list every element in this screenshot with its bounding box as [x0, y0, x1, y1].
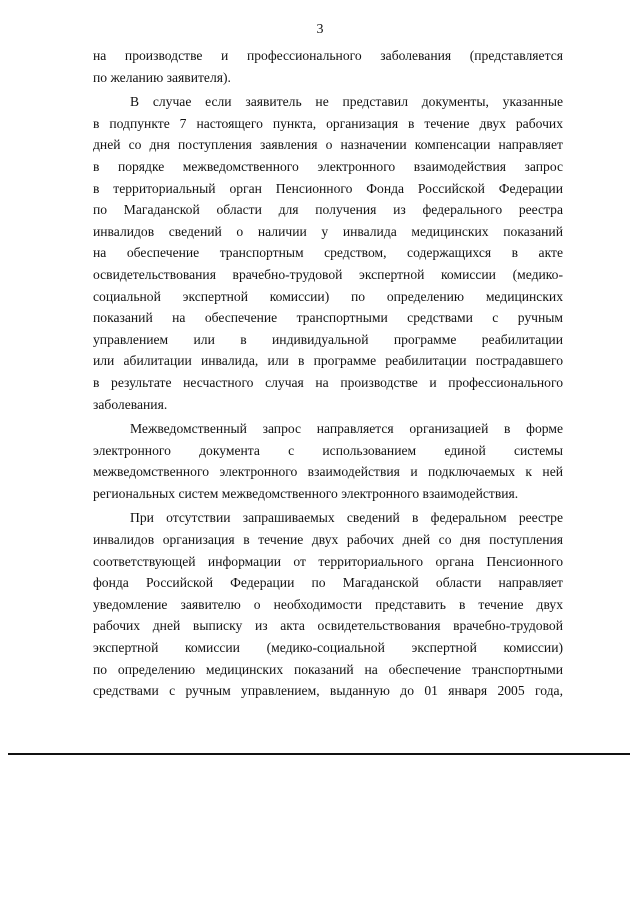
text-line: в подпункте 7 настоящего пункта, организация в течение двух рабочих [93, 115, 563, 131]
text-line: по определению медицинских показаний на обеспечение транспортными [93, 661, 563, 677]
text-line: в результате несчастного случая на производстве и профессионального [93, 374, 563, 390]
text-line: инвалидов организация в течение двух рабочих дней со дня поступления [93, 532, 563, 548]
text-line: средствами с ручным управлением, выданную до 01 января 2005 года, [93, 683, 563, 699]
text-line: электронного документа с использованием единой системы [93, 442, 563, 458]
text-line: рабочих дней выписку из акта освидетельствования врачебно-трудовой [93, 618, 563, 634]
text-line: В случае если заявитель не представил документы, указанные [130, 94, 563, 110]
text-line: При отсутствии запрашиваемых сведений в федеральном реестре [130, 510, 563, 526]
text-line: региональных систем межведомственного электронного взаимодействия. [93, 485, 519, 501]
paragraph-4 [93, 507, 563, 701]
text-line: инвалидов сведений о наличии у инвалида медицинских показаний [93, 223, 563, 239]
text-line: на производстве и профессионального заболевания (представляется [93, 48, 563, 63]
text-line: в территориальный орган Пенсионного Фонда Российской Федерации [93, 180, 563, 196]
paragraph-2 [93, 91, 563, 415]
text-line: по желанию заявителя). [93, 69, 231, 85]
text-line: фонда Российской Федерации по Магаданской области направляет [93, 575, 563, 591]
text-line: дней со дня поступления заявления о назначении компенсации направляет [93, 137, 563, 153]
text-line: соответствующей информации от территориального органа Пенсионного [93, 553, 563, 569]
text-line: социальной экспертной комиссии) по определению медицинских [93, 288, 563, 304]
page-number: 3 [316, 22, 324, 37]
text-line: в порядке межведомственного электронного взаимодействия запрос [93, 158, 563, 174]
text-line: уведомление заявителю о необходимости представить в течение двух [93, 596, 563, 612]
text-line: на обеспечение транспортным средством, содержащихся в акте [93, 245, 563, 261]
horizontal-rule [8, 753, 630, 755]
text-line: по Магаданской области для получения из федерального реестра [93, 202, 563, 218]
text-line: заболевания. [93, 396, 168, 412]
text-line: управлением или в индивидуальной программе реабилитации [93, 331, 563, 347]
text-line: освидетельствования врачебно-трудовой экспертной комиссии (медико- [93, 266, 563, 282]
document-body [93, 45, 563, 705]
text-line: экспертной комиссии (медико-социальной экспертной комиссии) [93, 640, 563, 656]
text-line: Межведомственный запрос направляется организацией в форме [130, 421, 563, 437]
text-line: межведомственного электронного взаимодействия и подключаемых к ней [93, 464, 563, 480]
text-line: показаний на обеспечение транспортными средствами с ручным [93, 310, 563, 326]
paragraph-1 [93, 45, 563, 88]
paragraph-3 [93, 418, 563, 504]
text-line: или абилитации инвалида, или в программе реабилитации пострадавшего [93, 353, 563, 369]
